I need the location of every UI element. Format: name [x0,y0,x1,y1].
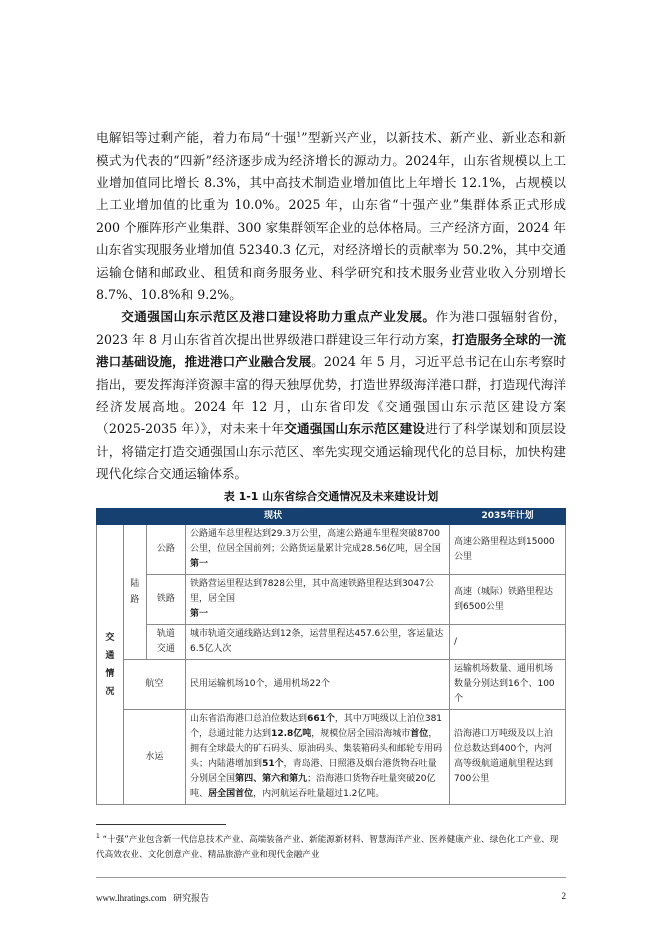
footer-source [96,891,209,904]
report-label: 研究报告 [173,893,210,903]
footnote-divider [96,824,226,825]
row-label-aviation: 航空 [123,660,185,710]
land-label: 陆 路 [123,525,146,660]
footer-divider [96,877,566,878]
header-plan: 2035年计划 [450,509,566,525]
footnote: $^1$ “十强”产业包含新一代信息技术产业、高端装备产业、新能源新材料、智慧海洋产业、医养健康产业、绿色化工产业、现代高效农业、文化创意产业、精品旅游产业和现代金融产业 [96,833,559,860]
table-header-row [97,509,566,525]
group-label: 交 通 情 况 [97,525,124,805]
header-current: 现状 [97,509,450,525]
table-caption: 表 1-1 山东省综合交通情况及未来建设计划 [223,490,439,503]
paragraph-industry: 电解铝等过剩产能，着力布局“十强$^1$”型新兴产业，以新技术、新产业、新业态和新模式为代表的“四新”经济逐步成为经济增长的源动力。2024年，山东省规模以上工业增加值同比增长 8.3%，其中高技术制造业增加值比上年增长 12.1%，占规模以上工业增加值的比重为 10.0%。2025 年，山东省“十强产业”集群体系正式形成 200 个雁阵形产业集群、300 家集群领军企业的总体格局。三产经济方面，2024 年山东省实现服务业增加值 52340.3 亿元，对经济增长的贡献率为 50.2%，其中交通运输仓储和邮政业、租赁和商务服务业、科学研究和技术服务业营业收入分别增长 8.7%、10.8%和 9.2%。 [96,130,566,303]
paragraph-port: 交通强国山东示范区及港口建设将助力重点产业发展。作为港口强辐射省份，2023 年 8 月山东省首次提出世界级港口群建设三年行动方案，打造服务全球的一流港口基础设施，推进港口产业融合发展。2024 年 5 月，习近平总书记在山东考察时指出，要发挥海洋资源丰富的得天独厚优势，打造世界级海洋港口群，打造现代海洋经济发展高地。2024 年 12 月，山东省印发《交通强国山东示范区建设方案（2025-2035 年）》，对未来十年交通强国山东示范区建设进行了科学谋划和顶层设计，将锚定打造交通强国山东示范区、率先实现交通运输现代化的总目标，加快构建现代化综合交通运输体系。 [96,309,567,482]
cell-railway-plan: 高速（城际）铁路里程达到6500公里 [450,575,566,625]
cell-aviation-plan: 运输机场数量、通用机场数量分别达到16个、100个 [450,660,566,710]
body-text [96,124,566,486]
website-link[interactable]: www.lhratings.com [96,893,167,903]
table-row [97,625,566,660]
cell-waterway-current: 山东省沿海港口总泊位数达到661个，其中万吨级以上泊位381个，总通过能力达到12.8亿吨，规模位居全国沿海城市首位，拥有全球最大的矿石码头、原油码头、集装箱码头和邮轮专用码头；内陆港增加到51个，青岛港、日照港及烟台港货物吞吐量分别居全国第四、第六和第九；沿海港口货物吞吐量突破20亿吨、居全国首位，内河航运吞吐量超过1.2亿吨。 [186,710,450,805]
cell-aviation-current: 民用运输机场10个，通用机场22个 [186,660,450,710]
row-label-highway: 公路 [146,525,185,575]
cell-railway-current: 铁路营运里程达到7828公里，其中高速铁路里程达到3047公里，居全国 第一 [186,575,450,625]
cell-waterway-plan: 沿海港口万吨级及以上泊位总数达到400个，内河高等级航道通航里程达到700公里 [450,710,566,805]
row-label-railway: 铁路 [146,575,185,625]
transport-table [96,508,566,805]
page-number: 2 [561,891,566,901]
cell-urban-rail-plan: / [450,625,566,660]
cell-urban-rail-current: 城市轨道交通线路达到12条，运营里程达457.6公里，客运量达6.5亿人次 [186,625,450,660]
footnote-marker: 1 [96,833,100,840]
footnote-reference[interactable]: 1 [296,131,302,139]
row-label-waterway: 水运 [123,710,185,805]
table-row [97,525,566,575]
paragraph-heading: 交通强国山东示范区及港口建设将助力重点产业发展。 [121,309,436,325]
table-row [97,660,566,710]
cell-highway-current: 公路通车总里程达到29.3万公里，高速公路通车里程突破8700公里，位居全国前列；公路货运量累计完成28.56亿吨，居全国第一 [186,525,450,575]
table-row [97,575,566,625]
row-label-urban-rail: 轨道 交通 [146,625,185,660]
cell-highway-plan: 高速公路里程达到15000公里 [450,525,566,575]
table-row [97,710,566,805]
